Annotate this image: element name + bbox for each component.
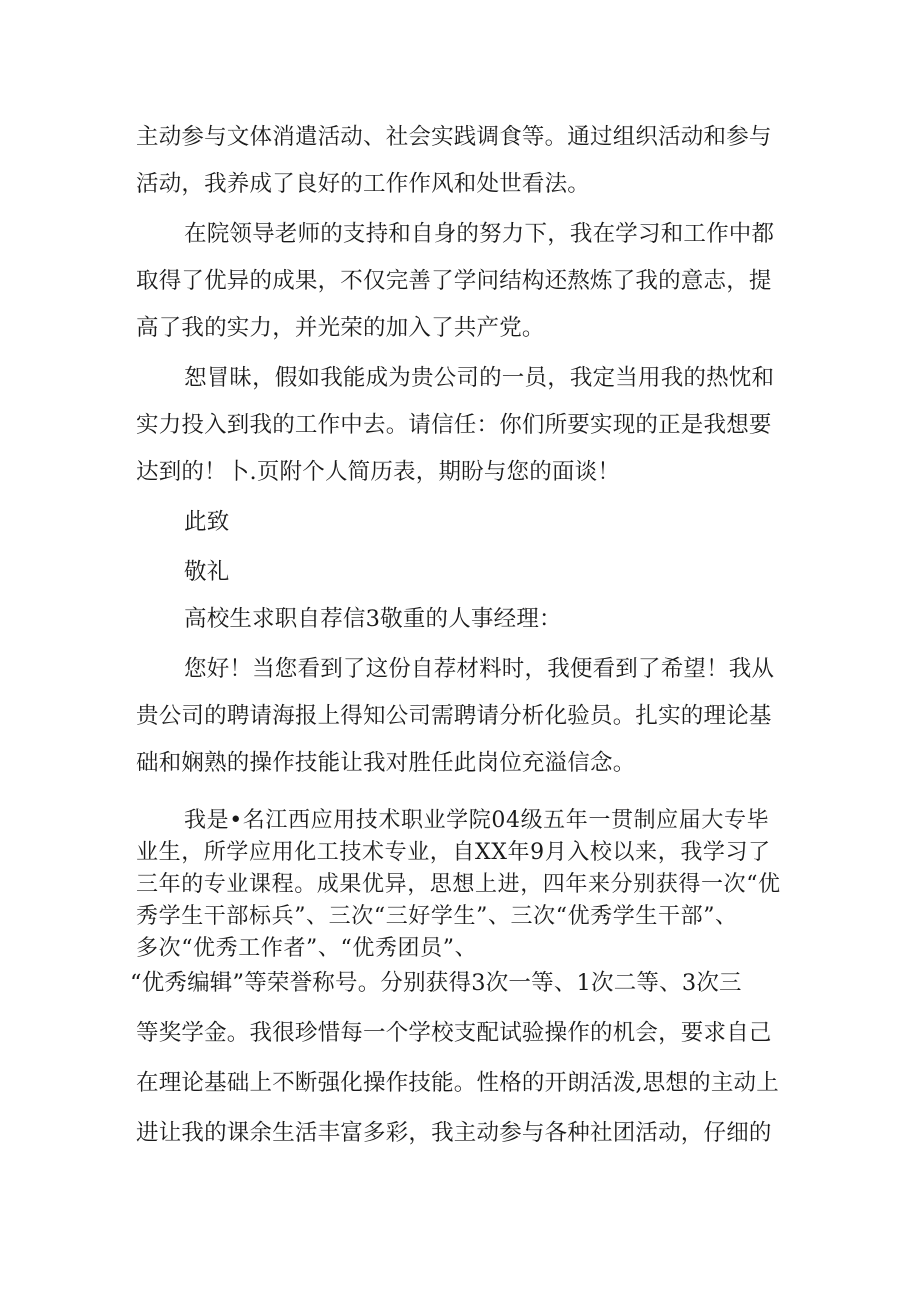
text-line: 贵公司的聘请海报上得知公司需聘请分析化验员。扎实的理论基 bbox=[136, 703, 772, 729]
text-line: 活动，我养成了良好的工作作风和处世看法。 bbox=[136, 171, 591, 197]
text-line: 等奖学金。我很珍惜每一个学校支配试验操作的机会，要求自己 bbox=[136, 1020, 772, 1046]
text-line: “优秀编辑”等荣誉称号。分别获得3次一等、1次二等、3次三 bbox=[130, 970, 742, 996]
text-line: 三年的专业课程。成果优异，思想上进，四年来分别获得一次“优 bbox=[136, 872, 781, 897]
text-line: 主动参与文体消遣活动、社会实践调食等。通过组织活动和参与 bbox=[136, 124, 772, 150]
letter-heading: 高校生求职自荐信3敬重的人事经理： bbox=[184, 606, 562, 632]
text-line: 高了我的实力，并光荣的加入了共产党。 bbox=[136, 315, 545, 341]
text-line: 恕冒昧，假如我能成为贵公司的一员，我定当用我的热忱和 bbox=[184, 365, 775, 391]
text-line: 在理论基础上不断强化操作技能。性格的开朗活泼,思想的主动上 bbox=[136, 1070, 779, 1096]
text-line: 您好！当您看到了这份自荐材料时，我便看到了希望！我从 bbox=[184, 656, 775, 682]
text-line: 实力投入到我的工作中去。请信任：你们所要实现的正是我想要 bbox=[136, 412, 772, 438]
text-line: 在院领导老师的支持和自身的努力下，我在学习和工作中都 bbox=[184, 221, 775, 247]
closing-line: 敬礼 bbox=[184, 559, 230, 585]
text-line: 达到的！卜.页附个人简历表，期盼与您的面谈！ bbox=[136, 459, 621, 485]
text-line: 础和娴熟的操作技能让我对胜任此岗位充溢信念。 bbox=[136, 750, 636, 776]
text-line: 业生，所学应用化工技术专业，自XX年9月入校以来，我学习了 bbox=[136, 840, 771, 865]
text-line: 多次“优秀工作者”、“优秀团员”、 bbox=[136, 936, 478, 961]
text-line: 秀学生干部标兵”、三次“三好学生”、三次“优秀学生干部”、 bbox=[136, 904, 738, 929]
text-line: 取得了优异的成果，不仅完善了学问结构还熬炼了我的意志，提 bbox=[136, 268, 772, 294]
text-line: 我是•名江西应用技术职业学院04级五年一贯制应届大专毕 bbox=[184, 808, 770, 833]
closing-line: 此致 bbox=[184, 509, 230, 535]
text-line: 进让我的课余生活丰富多彩，我主动参与各种社团活动，仔细的 bbox=[136, 1120, 772, 1146]
